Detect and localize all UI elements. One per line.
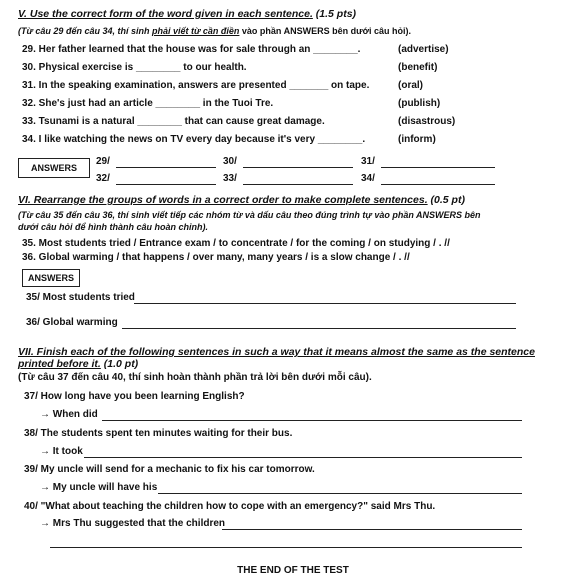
section5-instr-pre: (Từ câu 29 đến câu 34, thí sinh [18, 26, 152, 36]
answer-slot-34: 34/ [361, 173, 375, 184]
section5-title: V. Use the correct form of the word given in each sentence. [18, 8, 313, 20]
section6-points: (0.5 pt) [430, 194, 465, 206]
question-32: 32. She's just had an article ________ in the Tuoi Tre. [22, 98, 274, 109]
answer-line-31[interactable] [381, 167, 495, 168]
answer-37-label: → When did [40, 409, 98, 420]
answer-line-34[interactable] [381, 184, 495, 185]
section6-instr-1: (Từ câu 35 đến câu 36, thí sinh viết tiếp các nhóm từ và dấu câu theo đúng trình tự vào phần ANSWERS bên [18, 210, 481, 220]
section7-heading-2 [18, 358, 138, 370]
answer-line-40[interactable] [222, 529, 522, 530]
answer-line-39[interactable] [158, 493, 522, 494]
section5-instructions [18, 26, 411, 36]
question-35: 35. Most students tried / Entrance exam / to concentrate / for the coming / on studying / . // [22, 238, 450, 249]
section5-instr-underlined: phải viết từ cần điền [151, 26, 240, 36]
question-34: 34. I like watching the news on TV every day because it's very ________. [22, 134, 366, 145]
answer-line-33[interactable] [243, 184, 353, 185]
answers-box: ANSWERS [18, 158, 90, 178]
section7-instructions: (Từ câu 37 đến câu 40, thí sinh hoàn thành phần trả lời bên dưới mỗi câu). [18, 372, 372, 383]
section5-points: (1.5 pts) [315, 8, 357, 20]
section6-instr-2: dưới câu hỏi để hình thành câu hoàn chỉnh). [18, 222, 208, 232]
answer-36-label: 36/ Global warming [26, 317, 118, 328]
hint-29: (advertise) [398, 44, 449, 55]
answer-slot-30: 30/ [223, 156, 237, 167]
answer-39-label: → My uncle will have his [40, 482, 158, 493]
hint-32: (publish) [398, 98, 441, 109]
answer-line-38[interactable] [84, 457, 522, 458]
question-30: 30. Physical exercise is ________ to our health. [22, 62, 247, 73]
answers-box-6: ANSWERS [22, 269, 80, 287]
question-37: 37/ How long have you been learning English? [24, 391, 245, 402]
answer-slot-31: 31/ [361, 156, 375, 167]
answer-line-32[interactable] [116, 184, 216, 185]
hint-31: (oral) [398, 80, 423, 91]
section5-heading [18, 8, 356, 20]
section6-heading [18, 194, 465, 206]
answer-line-40-continued[interactable] [50, 547, 522, 548]
answer-40-label: → Mrs Thu suggested that the children [40, 518, 226, 529]
answer-38-label: → It took [40, 446, 83, 457]
answer-slot-32: 32/ [96, 173, 110, 184]
answer-line-30[interactable] [243, 167, 353, 168]
question-31: 31. In the speaking examination, answers are presented _______ on tape. [22, 80, 370, 91]
question-39: 39/ My uncle will send for a mechanic to fix his car tomorrow. [24, 464, 315, 475]
answer-line-36[interactable] [122, 328, 516, 329]
hint-34: (inform) [398, 134, 436, 145]
question-36: 36. Global warming / that happens / over many, many years / is a slow change / . // [22, 252, 410, 263]
answer-35-label: 35/ Most students tried [26, 292, 135, 303]
section7-title-1: VII. Finish each of the following sentences in such a way that it means almost the same as the sentence [18, 346, 535, 358]
answer-line-35[interactable] [134, 303, 516, 304]
section7-title-2: printed before it. [18, 358, 101, 370]
question-29: 29. Her father learned that the house was for sale through an ________. [22, 44, 361, 55]
hint-33: (disastrous) [398, 116, 456, 127]
answer-line-29[interactable] [116, 167, 216, 168]
answer-slot-29: 29/ [96, 156, 110, 167]
question-40: 40/ "What about teaching the children how to cope with an emergency?" said Mrs Thu. [24, 501, 436, 512]
answer-slot-33: 33/ [223, 173, 237, 184]
question-38: 38/ The students spent ten minutes waiting for their bus. [24, 428, 293, 439]
answer-line-37[interactable] [102, 420, 522, 421]
hint-30: (benefit) [398, 62, 438, 73]
end-of-test: THE END OF THE TEST [237, 565, 349, 576]
section6-title: VI. Rearrange the groups of words in a correct order to make complete sentences. [18, 194, 428, 206]
section5-instr-post: vào phần ANSWERS bên dưới câu hỏi). [239, 26, 412, 36]
section7-points: (1.0 pt) [103, 358, 139, 370]
question-33: 33. Tsunami is a natural ________ that can cause great damage. [22, 116, 325, 127]
